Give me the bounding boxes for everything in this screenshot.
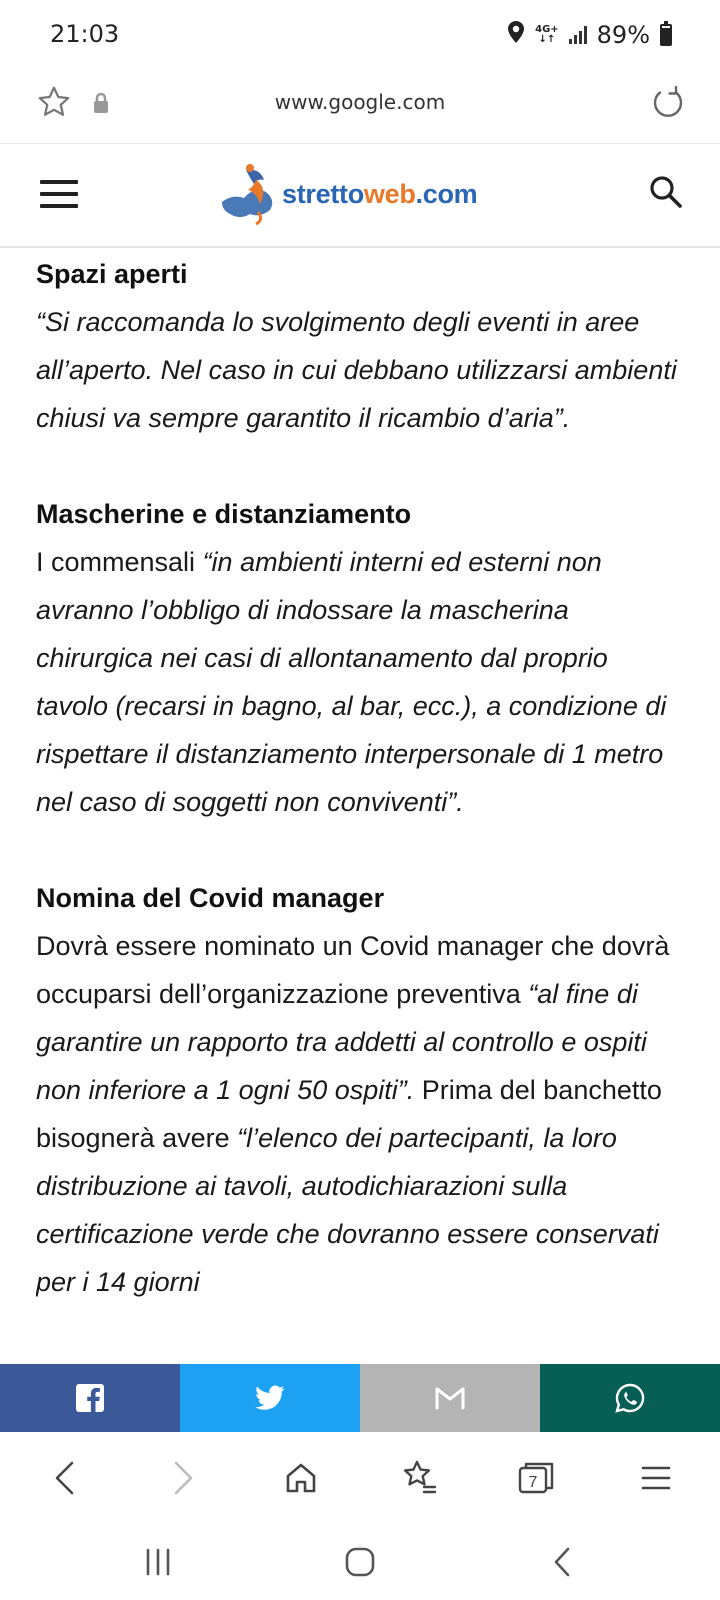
body-text: Dovrà essere nominato un Covid manager che dovrà occuparsi dell’organizzazione preventiva	[36, 931, 670, 1009]
quoted-text: “in ambienti interni ed esterni non avranno l’obbligo di indossare la mascherina chirurgica nei casi di allontanamento dal proprio tavolo (recarsi in bagno, al bar, ecc.), a condizione di rispettare il distanziamento interpersonale di 1 metro nel caso di soggetti non conviventi”.	[36, 547, 667, 817]
forward-button[interactable]	[162, 1456, 206, 1500]
section-heading: Nomina del Covid manager	[36, 883, 385, 913]
network-type-indicator	[535, 25, 559, 45]
strettoweb-logo-icon	[220, 162, 280, 226]
tabs-button[interactable]	[514, 1456, 558, 1500]
hamburger-menu-icon[interactable]	[40, 180, 78, 208]
home-icon	[283, 1460, 319, 1496]
gmail-icon	[434, 1386, 466, 1410]
section-paragraph	[36, 922, 686, 1306]
battery-percent: 89%	[596, 21, 650, 49]
search-icon[interactable]	[648, 174, 684, 214]
section-paragraph	[36, 538, 686, 826]
body-text: Prima del banchetto bisognerà avere	[36, 1075, 662, 1153]
bookmarks-icon	[400, 1459, 438, 1497]
status-time: 21:03	[50, 20, 120, 48]
section-heading: Mascherine e distanziamento	[36, 499, 412, 529]
bookmarks-button[interactable]	[397, 1456, 441, 1500]
share-whatsapp-button[interactable]	[540, 1364, 720, 1432]
reload-icon[interactable]	[650, 84, 686, 124]
android-nav-bar	[0, 1520, 720, 1600]
article-section	[36, 874, 686, 1306]
browser-toolbar	[0, 1432, 720, 1520]
signal-icon	[569, 26, 587, 44]
article-section	[36, 250, 686, 442]
battery-icon	[660, 24, 672, 46]
share-bar	[0, 1364, 720, 1432]
location-icon	[507, 20, 525, 50]
quoted-text: “l’elenco dei partecipanti, la loro distribuzione ai tavoli, autodichiarazioni sulla certificazione verde che dovranno essere conservati per i 14 giorni	[36, 1123, 659, 1297]
site-logo[interactable]	[220, 162, 477, 226]
tabs-icon	[516, 1459, 556, 1497]
home-icon	[344, 1546, 376, 1578]
forward-icon	[172, 1460, 196, 1496]
system-home-button[interactable]	[338, 1542, 382, 1582]
logo-text-part: web	[363, 178, 416, 209]
section-heading: Spazi aperti	[36, 259, 188, 289]
system-back-button[interactable]	[540, 1542, 584, 1582]
back-button[interactable]	[42, 1456, 86, 1500]
menu-button[interactable]	[634, 1456, 678, 1500]
address-field[interactable]: www.google.com	[274, 90, 446, 114]
data-arrows-icon: ↓↑	[538, 34, 556, 45]
status-icons	[507, 20, 672, 50]
logo-text-part: .com	[415, 178, 478, 209]
whatsapp-icon	[614, 1382, 646, 1414]
network-type-label: 4G+	[535, 24, 559, 35]
home-button[interactable]	[279, 1456, 323, 1500]
article-body	[36, 250, 686, 1364]
recents-icon	[143, 1547, 173, 1577]
logo-text-part: stretto	[282, 178, 364, 209]
recents-button[interactable]	[136, 1542, 180, 1582]
tab-count: 7	[528, 1474, 538, 1491]
section-paragraph	[36, 298, 686, 442]
quoted-text: “Si raccomanda lo svolgimento degli eventi in aree all’aperto. Nel caso in cui debbano utilizzarsi ambienti chiusi va sempre garantito il ricambio d’aria”.	[36, 307, 677, 433]
site-logo-text	[282, 179, 477, 210]
menu-icon	[640, 1462, 672, 1494]
quoted-text: “al fine di garantire un rapporto tra addetti al controllo e ospiti non inferiore a 1 ogni 50 ospiti”.	[36, 979, 647, 1105]
share-twitter-button[interactable]	[180, 1364, 360, 1432]
twitter-icon	[255, 1385, 285, 1411]
site-header	[0, 144, 720, 248]
share-facebook-button[interactable]	[0, 1364, 180, 1432]
back-icon	[52, 1460, 76, 1496]
battery-fill	[662, 28, 670, 44]
article-section	[36, 490, 686, 826]
body-text: I commensali	[36, 547, 203, 577]
share-gmail-button[interactable]	[360, 1364, 540, 1432]
url-bar	[0, 72, 720, 144]
facebook-icon	[75, 1383, 105, 1413]
back-icon	[550, 1546, 574, 1578]
status-bar	[0, 0, 720, 72]
